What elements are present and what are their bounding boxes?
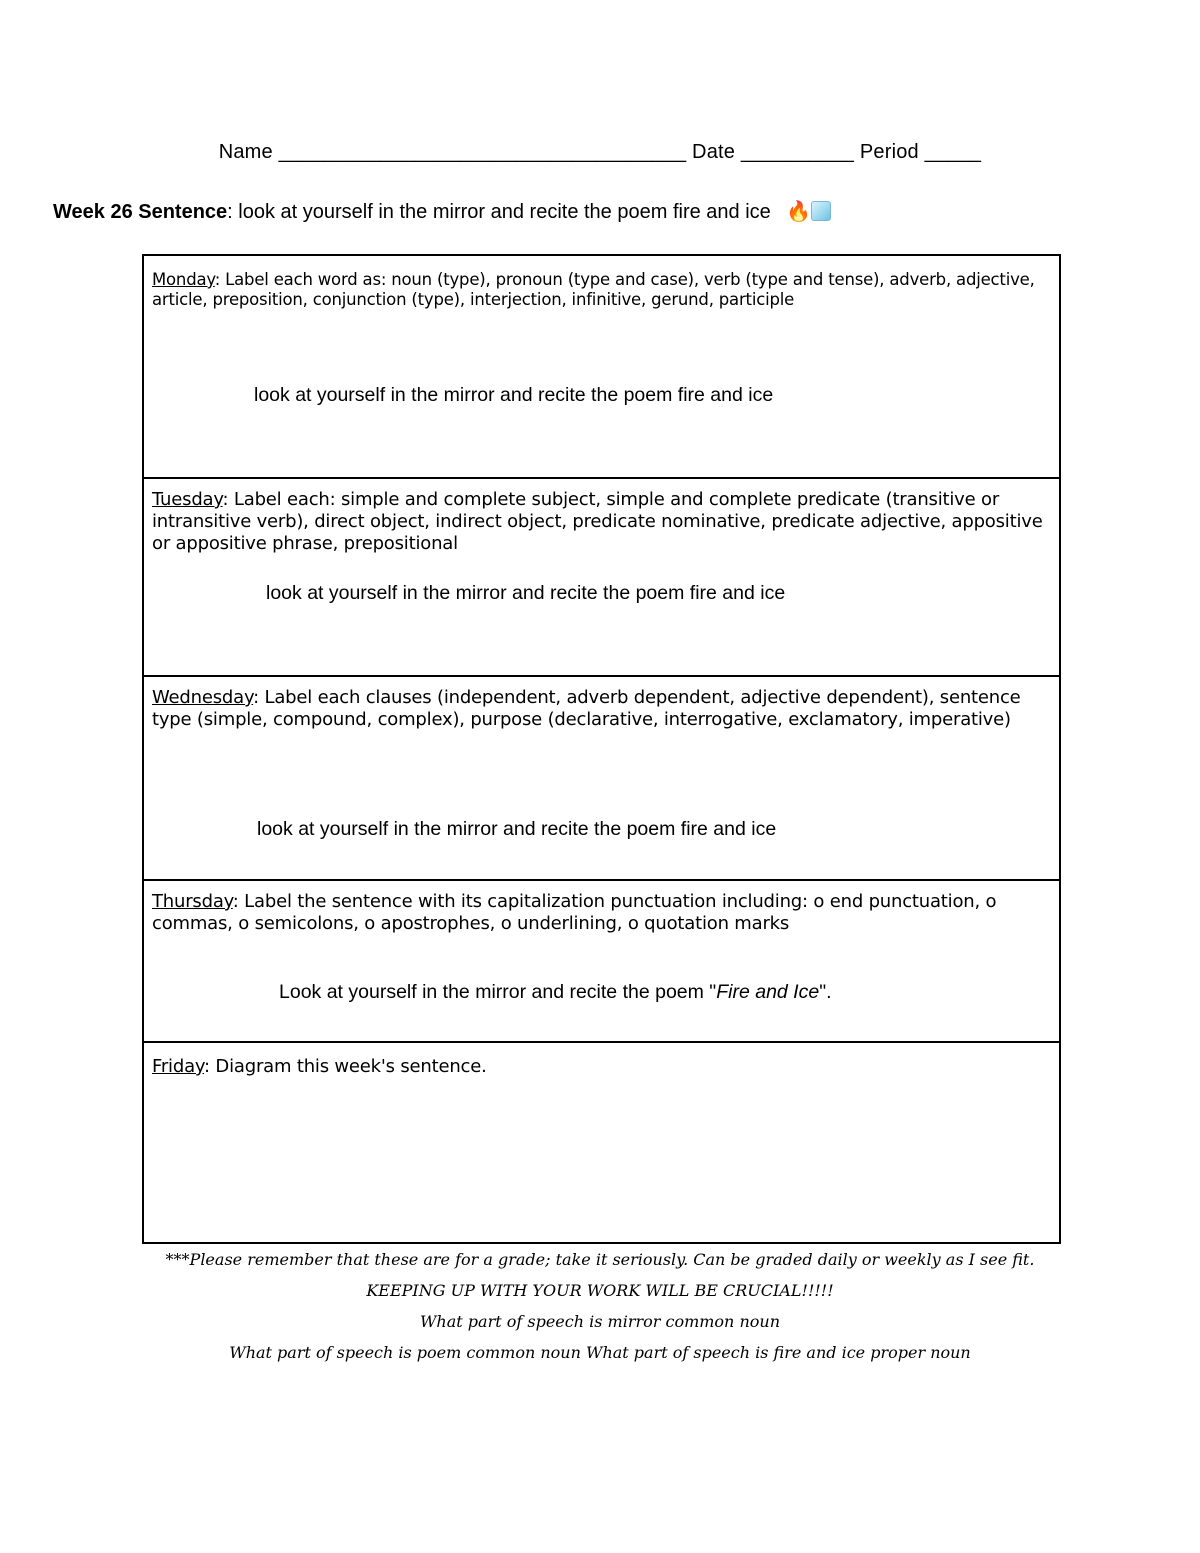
student-info-line: [0, 141, 1200, 164]
monday-row: [144, 256, 1059, 479]
ice-cube-icon: [811, 201, 831, 221]
week-sentence-line: [53, 199, 831, 224]
date-label: Date: [692, 141, 736, 163]
tuesday-label: Tuesday: [152, 489, 223, 510]
period-blank[interactable]: _____: [924, 141, 982, 163]
thursday-sentence-start: Look at yourself in the mirror and recite the poem ": [279, 981, 717, 1003]
thursday-row: [144, 881, 1059, 1043]
weekly-worksheet-table: [142, 254, 1061, 1244]
emoji-group: [786, 201, 831, 223]
week-sentence: look at yourself in the mirror and recite the poem fire and ice: [238, 201, 771, 223]
tuesday-row: [144, 479, 1059, 677]
friday-instructions: [152, 1056, 1051, 1078]
monday-instruction-text: : Label each word as: noun (type), pronoun (type and case), verb (type and tense), adverb, adjective, article, preposition, conjunction (type), interjection, infinitive, gerund, participle: [152, 270, 1035, 309]
wednesday-label: Wednesday: [152, 687, 254, 708]
wednesday-sentence: look at yourself in the mirror and recite the poem fire and ice: [257, 818, 777, 840]
week-separator: :: [227, 201, 233, 223]
note-poem-fire-ice: What part of speech is poem common noun What part of speech is fire and ice proper noun: [229, 1343, 971, 1362]
friday-instruction-text: : Diagram this week's sentence.: [204, 1056, 487, 1077]
wednesday-instructions: [152, 687, 1051, 731]
friday-row: [144, 1043, 1059, 1242]
name-label: Name: [218, 141, 273, 163]
grade-reminder: ***Please remember that these are for a grade; take it seriously. Can be graded daily or weekly as I see fit.: [165, 1250, 1035, 1269]
thursday-label: Thursday: [152, 891, 233, 912]
thursday-sentence: [279, 981, 832, 1004]
fire-icon: 🔥: [786, 201, 812, 223]
monday-sentence: look at yourself in the mirror and recite the poem fire and ice: [254, 384, 774, 406]
tuesday-instructions: [152, 489, 1051, 555]
tuesday-sentence: look at yourself in the mirror and recite the poem fire and ice: [266, 582, 786, 604]
thursday-sentence-end: ".: [819, 981, 832, 1003]
wednesday-instruction-text: : Label each clauses (independent, adverb dependent, adjective dependent), sentence type (simple, compound, complex), purpose (declarative, interrogative, exclamatory, imperative): [152, 687, 1021, 730]
thursday-instruction-text: : Label the sentence with its capitalization punctuation including: o end punctuation, o commas, o semicolons, o apostrophes, o underlining, o quotation marks: [152, 891, 997, 934]
monday-instructions: [152, 270, 1051, 310]
note-mirror: What part of speech is mirror common noun: [419, 1312, 780, 1331]
poem-title: Fire and Ice: [716, 981, 820, 1003]
friday-label: Friday: [152, 1056, 205, 1077]
name-blank[interactable]: ____________________________________: [278, 141, 687, 163]
footer-notes: [0, 1244, 1200, 1368]
period-label: Period: [859, 141, 919, 163]
week-label: Week 26 Sentence: [53, 201, 228, 223]
tuesday-instruction-text: : Label each: simple and complete subject, simple and complete predicate (transitive or intransitive verb), direct object, indirect object, predicate nominative, predicate adjective, appositive or appositive phrase, prepositional: [152, 489, 1043, 554]
crucial-notice: KEEPING UP WITH YOUR WORK WILL BE CRUCIAL!!!!!: [366, 1281, 834, 1300]
wednesday-row: [144, 677, 1059, 881]
thursday-instructions: [152, 891, 1051, 935]
monday-label: Monday: [152, 270, 215, 289]
date-blank[interactable]: __________: [740, 141, 855, 163]
